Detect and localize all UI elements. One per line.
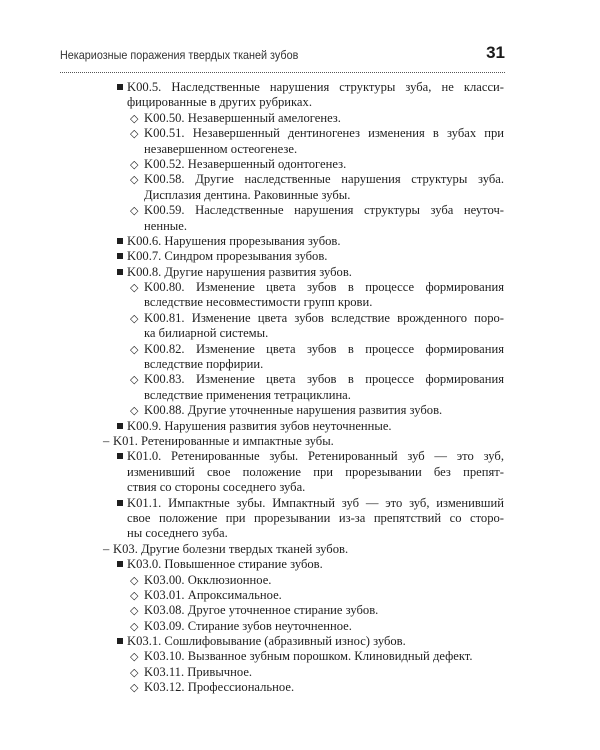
diamond-bullet-icon: ◇ (130, 173, 139, 187)
list-item-text: K00.8. Другие нарушения развития зубов. (127, 264, 352, 279)
list-item (0, 419, 600, 434)
dash-bullet: – (103, 541, 110, 556)
diamond-bullet-icon: ◇ (130, 127, 139, 141)
list-item-text: свое положение при прорезывании из-за препятствий со сторо- (127, 510, 504, 525)
list-item-text: K00.82. Изменение цвета зубов в процессе формирования (144, 341, 504, 356)
list-item-continuation (0, 142, 600, 157)
square-bullet-shape (117, 453, 123, 459)
page-number: 31 (486, 43, 505, 62)
list-item-text: вследствие применения тетрациклина. (144, 387, 351, 402)
square-bullet-shape (117, 269, 123, 275)
square-bullet-shape (117, 253, 123, 259)
list-item (0, 249, 600, 264)
list-item-text: K03.0. Повышенное стирание зубов. (127, 557, 323, 572)
list-item-text: K01. Ретенированные и импактные зубы. (113, 433, 334, 448)
list-item-text: K03.1. Сошлифовывание (абразивный износ) зубов. (127, 634, 406, 649)
list-item-text: K00.7. Синдром прорезывания зубов. (127, 249, 328, 264)
square-bullet-icon (117, 265, 123, 280)
square-bullet-icon (117, 249, 123, 264)
list-item (0, 573, 600, 588)
list-item-continuation (0, 511, 600, 526)
list-item-text: K00.88. Другие уточненные нарушения развития зубов. (144, 403, 443, 418)
list-item-text: ны соседнего зуба. (127, 526, 228, 541)
list-item-text: фицированные в других рубриках. (127, 95, 312, 110)
square-bullet-shape (117, 238, 123, 244)
list-item-continuation (0, 219, 600, 234)
square-bullet-icon (117, 234, 123, 249)
running-header (60, 44, 505, 73)
list-item-text: K00.6. Нарушения прорезывания зубов. (127, 233, 341, 248)
diamond-bullet-icon: ◇ (130, 311, 139, 325)
diamond-bullet-icon: ◇ (130, 342, 139, 356)
list-item-text: K00.9. Нарушения развития зубов неуточненные. (127, 418, 392, 433)
list-item-continuation (0, 388, 600, 403)
running-title: Некариозные поражения твердых тканей зубов (60, 48, 299, 62)
diamond-bullet-icon: ◇ (130, 604, 139, 618)
list-item (0, 634, 600, 649)
list-item (0, 280, 600, 295)
square-bullet-icon (117, 496, 123, 511)
list-item (0, 126, 600, 141)
classification-list (0, 80, 600, 696)
list-item-continuation (0, 295, 600, 310)
diamond-bullet-icon: ◇ (130, 111, 139, 125)
diamond-bullet-icon: ◇ (130, 373, 139, 387)
list-item-text: K00.58. Другие наследственные нарушения структуры зуба. (144, 172, 504, 187)
square-bullet-icon (117, 557, 123, 572)
list-item (0, 203, 600, 218)
list-item (0, 665, 600, 680)
list-item (0, 80, 600, 95)
diamond-bullet-icon: ◇ (130, 665, 139, 679)
list-item (0, 265, 600, 280)
square-bullet-icon (117, 449, 123, 464)
list-item-text: K00.80. Изменение цвета зубов в процессе формирования (144, 280, 504, 295)
list-item (0, 403, 600, 418)
square-bullet-shape (117, 84, 123, 90)
diamond-bullet-icon: ◇ (130, 281, 139, 295)
list-item-text: K03.12. Профессиональное. (144, 680, 295, 695)
diamond-bullet-icon: ◇ (130, 573, 139, 587)
square-bullet-shape (117, 561, 123, 567)
list-item (0, 311, 600, 326)
list-item-text: незавершенном остеогенезе. (144, 141, 298, 156)
list-item-continuation (0, 526, 600, 541)
list-item-text: K00.52. Незавершенный одонтогенез. (144, 156, 347, 171)
list-item-text: вследствие несовместимости групп крови. (144, 295, 373, 310)
list-item-text: K00.5. Наследственные нарушения структуры зуба, не класси- (127, 80, 504, 94)
list-item (0, 434, 600, 449)
list-item-text: K00.51. Незавершенный дентиногенез изменения в зубах при (144, 126, 504, 141)
list-item (0, 234, 600, 249)
list-item (0, 680, 600, 695)
list-item-text: K00.50. Незавершенный амелогенез. (144, 110, 341, 125)
list-item (0, 111, 600, 126)
list-item-text: K03.11. Привычное. (144, 664, 253, 679)
list-item-text: изменивший свое положение при прорезывании без препят- (127, 464, 504, 479)
list-item-continuation (0, 357, 600, 372)
list-item (0, 603, 600, 618)
list-item-continuation (0, 326, 600, 341)
list-item (0, 557, 600, 572)
list-item-text: K03.10. Вызванное зубным порошком. Клиновидный дефект. (144, 649, 473, 664)
list-item-text: K01.1. Импактные зубы. Импактный зуб — это зуб, изменивший (127, 495, 504, 510)
dash-bullet: – (103, 433, 110, 448)
list-item (0, 372, 600, 387)
square-bullet-icon (117, 80, 123, 95)
list-item (0, 496, 600, 511)
diamond-bullet-icon: ◇ (130, 204, 139, 218)
square-bullet-shape (117, 500, 123, 506)
list-item-text: ка билиарной системы. (144, 326, 269, 341)
diamond-bullet-icon: ◇ (130, 404, 139, 418)
list-item-text: ствия со стороны соседнего зуба. (127, 480, 306, 495)
square-bullet-shape (117, 638, 123, 644)
diamond-bullet-icon: ◇ (130, 681, 139, 695)
list-item-continuation (0, 95, 600, 110)
list-item-text: K01.0. Ретенированные зубы. Ретенированный зуб — это зуб, (127, 449, 504, 464)
list-item (0, 172, 600, 187)
list-item-text: K03.08. Другое уточненное стирание зубов. (144, 603, 379, 618)
list-item-text: K03. Другие болезни твердых тканей зубов. (113, 541, 349, 556)
list-item-text: Дисплазия дентина. Раковинные зубы. (144, 187, 351, 202)
square-bullet-icon (117, 634, 123, 649)
list-item-text: K03.00. Окклюзионное. (144, 572, 272, 587)
diamond-bullet-icon: ◇ (130, 588, 139, 602)
list-item (0, 342, 600, 357)
square-bullet-shape (117, 423, 123, 429)
list-item-text: K03.01. Апроксимальное. (144, 587, 282, 602)
diamond-bullet-icon: ◇ (130, 650, 139, 664)
list-item (0, 619, 600, 634)
list-item (0, 588, 600, 603)
list-item-text: вследствие порфирии. (144, 357, 264, 372)
list-item (0, 157, 600, 172)
list-item-text: K00.83. Изменение цвета зубов в процессе формирования (144, 372, 504, 387)
list-item-text: ненные. (144, 218, 188, 233)
list-item-text: K03.09. Стирание зубов неуточненное. (144, 618, 352, 633)
list-item-text: K00.81. Изменение цвета зубов вследствие врожденного поро- (144, 310, 504, 325)
list-item (0, 449, 600, 464)
list-item (0, 649, 600, 664)
list-item-continuation (0, 465, 600, 480)
list-item-text: K00.59. Наследственные нарушения структуры зуба неуточ- (144, 203, 504, 218)
diamond-bullet-icon: ◇ (130, 619, 139, 633)
list-item-continuation (0, 480, 600, 495)
list-item-continuation (0, 188, 600, 203)
square-bullet-icon (117, 419, 123, 434)
diamond-bullet-icon: ◇ (130, 157, 139, 171)
list-item (0, 542, 600, 557)
